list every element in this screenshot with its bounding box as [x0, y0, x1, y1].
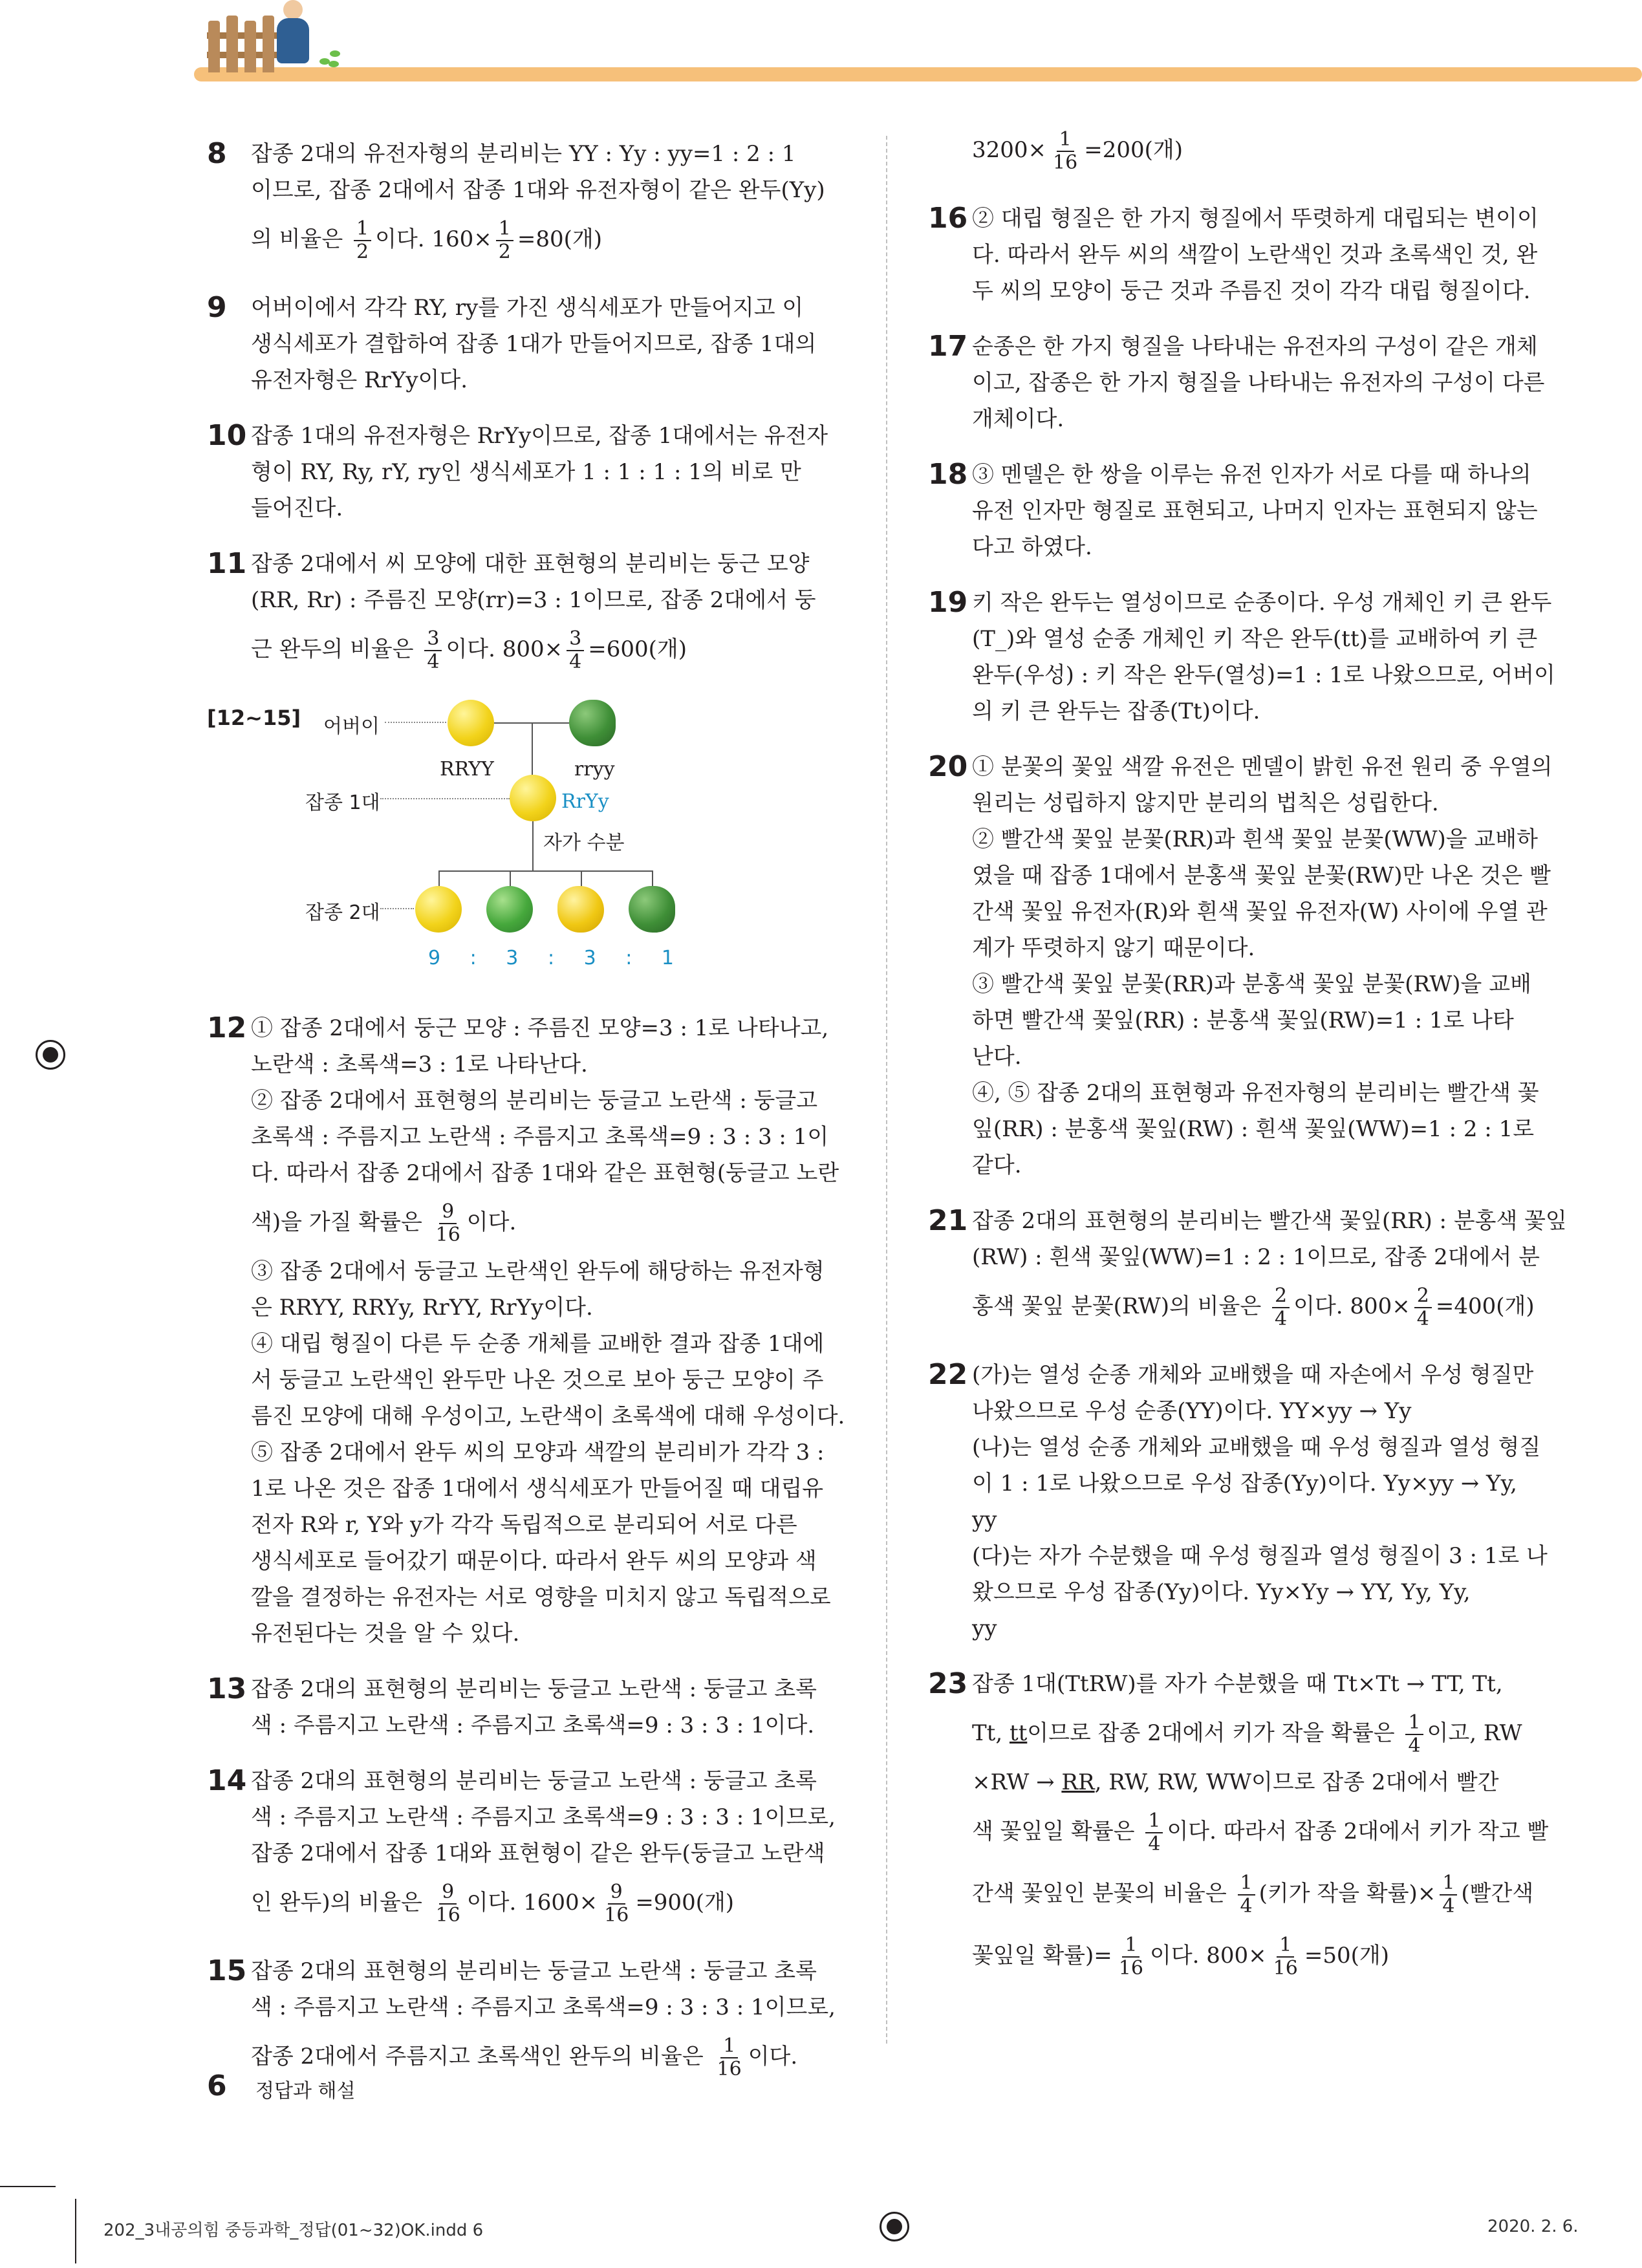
fraction: $\frac{3}{4}$: [567, 628, 584, 673]
question-number: 10: [207, 419, 247, 452]
left-column: [207, 136, 847, 2107]
question-number: 9: [207, 291, 227, 324]
question-number: 8: [207, 137, 227, 170]
question-number: 23: [928, 1667, 968, 1700]
answer-10: 10 잡종 1대의 유전자형은 RrYy이므로, 잡종 1대에서는 유전자 형이 RY, Ry, rY, ry인 생식세포가 1 : 1 : 1 : 1의 비로 만 들어진다.: [207, 419, 828, 521]
cross-diagram: [207, 700, 847, 984]
answer-11: 11 잡종 2대에서 씨 모양에 대한 표현형의 분리비는 둥근 모양 (RR, Rr) : 주름진 모양(rr)=3 : 1이므로, 잡종 2대에서 둥 근 완두의 비율은 $\frac{3}{4}$ 이다. 800× $\frac{3}{4}$ =600(개): [207, 547, 816, 673]
header-bar: [194, 67, 1642, 81]
farmer-illustration: [272, 0, 317, 74]
parent1-genotype: RRYY: [440, 758, 494, 781]
pea-green-round: [486, 886, 533, 933]
question-number: 11: [207, 547, 247, 580]
pea-yellow-wrinkled: [557, 886, 604, 933]
fraction: $\frac{1}{2}$: [354, 218, 371, 263]
answer-19: 19 키 작은 완두는 열성이므로 순종이다. 우성 개체인 키 큰 완두 (T_)와 열성 순종 개체인 키 작은 완두(tt)를 교배하여 키 큰 완두(우성) : 키 작은 완두(열성)=1 : 1로 나왔으므로, 어버이 의 키 큰 완두는 잡종(Tt)이다.: [928, 586, 1555, 724]
selfing-label: 자가 수분: [543, 832, 625, 854]
question-number: 22: [928, 1358, 968, 1391]
fraction: $\frac{1}{16}$: [1053, 128, 1078, 174]
registration-mark-icon: [36, 1040, 65, 1070]
question-number: 15: [207, 1954, 247, 1987]
pea-yellow-round-parent: [448, 700, 494, 746]
f1-label: 잡종 1대: [305, 792, 380, 814]
question-number: 13: [207, 1672, 247, 1705]
pea-green-wrinkled-parent: [569, 700, 616, 746]
parent2-genotype: rryy: [574, 758, 615, 781]
f2-label: 잡종 2대: [305, 902, 380, 924]
question-number: 21: [928, 1204, 968, 1237]
fraction: $\frac{1}{16}$: [1273, 1934, 1298, 1980]
crop-mark: [0, 2186, 56, 2187]
pea-green-wrinkled: [629, 886, 675, 933]
question-number: 20: [928, 750, 968, 783]
answer-21: 21 잡종 2대의 표현형의 분리비는 빨간색 꽃잎(RR) : 분홍색 꽃잎 (RW) : 흰색 꽃잎(WW)=1 : 2 : 1이므로, 잡종 2대에서 분 홍색 꽃잎 분꽃(RW)의 비율은 $\frac{2}{4}$ 이다. 800× $\frac{2}{4}$ =400(개): [928, 1204, 1567, 1330]
answer-15-continued: 3200× $\frac{1}{16}$ =200(개): [972, 128, 1183, 174]
section-label: 정답과 해설: [255, 2080, 356, 2102]
question-number: 16: [928, 202, 968, 235]
question-number: 18: [928, 458, 968, 491]
answer-20: 20 ① 분꽃의 꽃잎 색깔 유전은 멘델이 밝힌 유전 원리 중 우열의 원리는 성립하지 않지만 분리의 법칙은 성립한다. ② 빨간색 꽃잎 분꽃(RR)과 흰색 꽃잎 분꽃(WW)을 교배하 였을 때 잡종 1대에서 분홍색 꽃잎 분꽃(RW)만 나온 것은 빨 간색 꽃잎 유전자(R)와 흰색 꽃잎 유전자(W) 사이에 우열 관 계가 뚜렷하지 않기 때문이다. ③ 빨간색 꽃잎 분꽃(RR)과 분홍색 꽃잎 분꽃(RW)을 교배 하면 빨간색 꽃잎(RR) : 분홍색 꽃잎(RW)=1 : 1로 나타 난다. ④, ⑤ 잡종 2대의 표현형과 유전자형의 분리비는 빨간색 꽃 잎(RR) : 분홍색 꽃잎(RW) : 흰색 꽃잎(WW)=1 : 2 : 1로 같다.: [928, 750, 1553, 1178]
question-number: 17: [928, 330, 968, 363]
question-number: 14: [207, 1764, 247, 1797]
registration-mark-icon: [880, 2212, 909, 2241]
fraction: $\frac{9}{16}$: [435, 1200, 460, 1246]
slug-date: 2020. 2. 6.: [1487, 2217, 1579, 2236]
crop-mark: [75, 2199, 76, 2263]
answer-22: 22 (가)는 열성 순종 개체와 교배했을 때 자손에서 우성 형질만 나왔으므로 우성 순종(YY)이다. YY×yy → Yy (나)는 열성 순종 개체와 교배했을 때 우성 형질과 열성 형질 이 1 : 1로 나왔으므로 우성 잡종(Yy)이다. Yy×yy → Yy, yy (다)는 자가 수분했을 때 우성 형질과 열성 형질이 3 : 1로 나 왔으므로 우성 잡종(Yy)이다. Yy×Yy → YY, Yy, Yy, yy: [928, 1358, 1548, 1641]
answer-15: 15 잡종 2대의 표현형의 분리비는 둥글고 노란색 : 둥글고 초록 색 : 주름지고 노란색 : 주름지고 초록색=9 : 3 : 3 : 1이므로, 잡종 2대에서 주름지고 초록색인 완두의 비율은 $\frac{1}{16}$ 이다.: [207, 1954, 836, 2080]
answer-8: 8 잡종 2대의 유전자형의 분리비는 YY : Yy : yy=1 : 2 : 1 이므로, 잡종 2대에서 잡종 1대와 유전자형이 같은 완두(Yy) 의 비율은 $\frac{1}{2}$ 이다. 160× $\frac{1}{2}$ =80(개): [207, 137, 825, 263]
column-divider: [886, 136, 887, 2044]
fraction: $\frac{9}{16}$: [604, 1881, 629, 1927]
page-number: 6: [207, 2069, 227, 2102]
answer-9: 9 어버이에서 각각 RY, ry를 가진 생식세포가 만들어지고 이 생식세포가 결합하여 잡종 1대가 만들어지므로, 잡종 1대의 유전자형은 RrYy이다.: [207, 291, 817, 393]
fraction: $\frac{2}{4}$: [1414, 1285, 1432, 1330]
question-number: 12: [207, 1011, 247, 1044]
sprout-illustration: [317, 45, 343, 71]
answer-18: 18 ③ 멘델은 한 쌍을 이루는 유전 인자가 서로 다를 때 하나의 유전 인자만 형질로 표현되고, 나머지 인자는 표현되지 않는 다고 하였다.: [928, 458, 1538, 560]
f1-genotype: RrYy: [561, 790, 609, 813]
answer-23: 23 잡종 1대(TtRW)를 자가 수분했을 때 Tt×Tt → TT, Tt, Tt, tt이므로 잡종 2대에서 키가 작을 확률은 $\frac{1}{4}$ 이고, RW ×RW → RR, RW, RW, WW이므로 잡종 2대에서 빨간 색 꽃잎일 확률은 $\frac{1}{4}$ 이다. 따라서 잡종 2대에서 키가 작고 빨 간색 꽃잎인 분꽃의 비율은 $\frac{1}{4}$ (키가 작을 확률)× $\frac{1}{4}$ (빨간색 꽃잎일 확률)= $\frac{1}{16}$ 이다. 800× $\frac{1}{16}$ =50(개): [928, 1667, 1549, 1980]
answer-17: 17 순종은 한 가지 형질을 나타내는 유전자의 구성이 같은 개체 이고, 잡종은 한 가지 형질을 나타내는 유전자의 구성이 다른 개체이다.: [928, 330, 1545, 432]
fraction: $\frac{1}{2}$: [496, 218, 513, 263]
fraction: $\frac{1}{16}$: [1118, 1934, 1143, 1980]
slug-file-info: 202_3내공의힘 중등과학_정답(01~32)OK.indd 6: [103, 2221, 484, 2240]
answer-14: 14 잡종 2대의 표현형의 분리비는 둥글고 노란색 : 둥글고 초록 색 : 주름지고 노란색 : 주름지고 초록색=9 : 3 : 3 : 1이므로, 잡종 2대에서 잡종 1대와 표현형이 같은 완두(둥글고 노란색 인 완두)의 비율은 $\frac{9}{16}$ 이다. 1600× $\frac{9}{16}$ =900(개): [207, 1764, 836, 1927]
fraction: $\frac{2}{4}$: [1272, 1285, 1290, 1330]
answer-12: 12 ① 잡종 2대에서 둥근 모양 : 주름진 모양=3 : 1로 나타나고, 노란색 : 초록색=3 : 1로 나타난다. ② 잡종 2대에서 표현형의 분리비는 둥글고 노란색 : 둥글고 초록색 : 주름지고 노란색 : 주름지고 초록색=9 : 3 : 3 : 1이 다. 따라서 잡종 2대에서 잡종 1대와 같은 표현형(둥글고 노란 색)을 가질 확률은 $\frac{9}{16}$ 이다. ③ 잡종 2대에서 둥글고 노란색인 완두에 해당하는 유전자형 은 RRYY, RRYy, RrYY, RrYy이다. ④ 대립 형질이 다른 두 순종 개체를 교배한 결과 잡종 1대에 서 둥글고 노란색인 완두만 나온 것으로 보아 둥근 모양이 주 름진 모양에 대해 우성이고, 노란색이 초록색에 대해 우성이다. ⑤ 잡종 2대에서 완두 씨의 모양과 색깔의 분리비가 각각 3 : 1로 나온 것은 잡종 1대에서 생식세포가 만들어질 때 대립유 전자 R와 r, Y와 y가 각각 독립적으로 분리되어 서로 다른 생식세포로 들어갔기 때문이다. 따라서 완두 씨의 모양과 색 깔을 결정하는 유전자는 서로 영향을 미치지 않고 독립적으로 유전된다는 것을 알 수 있다.: [207, 1011, 845, 1647]
phenotype-ratio: 9 : 3 : 3 : 1: [428, 947, 674, 969]
parent-label: 어버이: [323, 715, 380, 738]
diagram-range-label: [12~15]: [207, 706, 301, 730]
fraction: $\frac{1}{4}$: [1238, 1872, 1255, 1917]
fraction: $\frac{1}{16}$: [717, 2035, 742, 2080]
fraction: $\frac{9}{16}$: [435, 1881, 460, 1927]
fence-illustration: [207, 13, 278, 72]
fraction: $\frac{1}{4}$: [1145, 1810, 1163, 1855]
pea-f1: [510, 775, 556, 821]
pea-yellow-round: [415, 886, 462, 933]
answer-13: 13 잡종 2대의 표현형의 분리비는 둥글고 노란색 : 둥글고 초록 색 : 주름지고 노란색 : 주름지고 초록색=9 : 3 : 3 : 1이다.: [207, 1672, 817, 1738]
right-column: [928, 128, 1568, 2006]
fraction: $\frac{3}{4}$: [424, 628, 442, 673]
fraction: $\frac{1}{4}$: [1440, 1872, 1457, 1917]
answer-16: 16 ② 대립 형질은 한 가지 형질에서 뚜렷하게 대립되는 변이이 다. 따라서 완두 씨의 색깔이 노란색인 것과 초록색인 것, 완 두 씨의 모양이 둥근 것과 주름진 것이 각각 대립 형질이다.: [928, 202, 1539, 304]
question-number: 19: [928, 586, 968, 619]
fraction: $\frac{1}{4}$: [1405, 1712, 1423, 1757]
